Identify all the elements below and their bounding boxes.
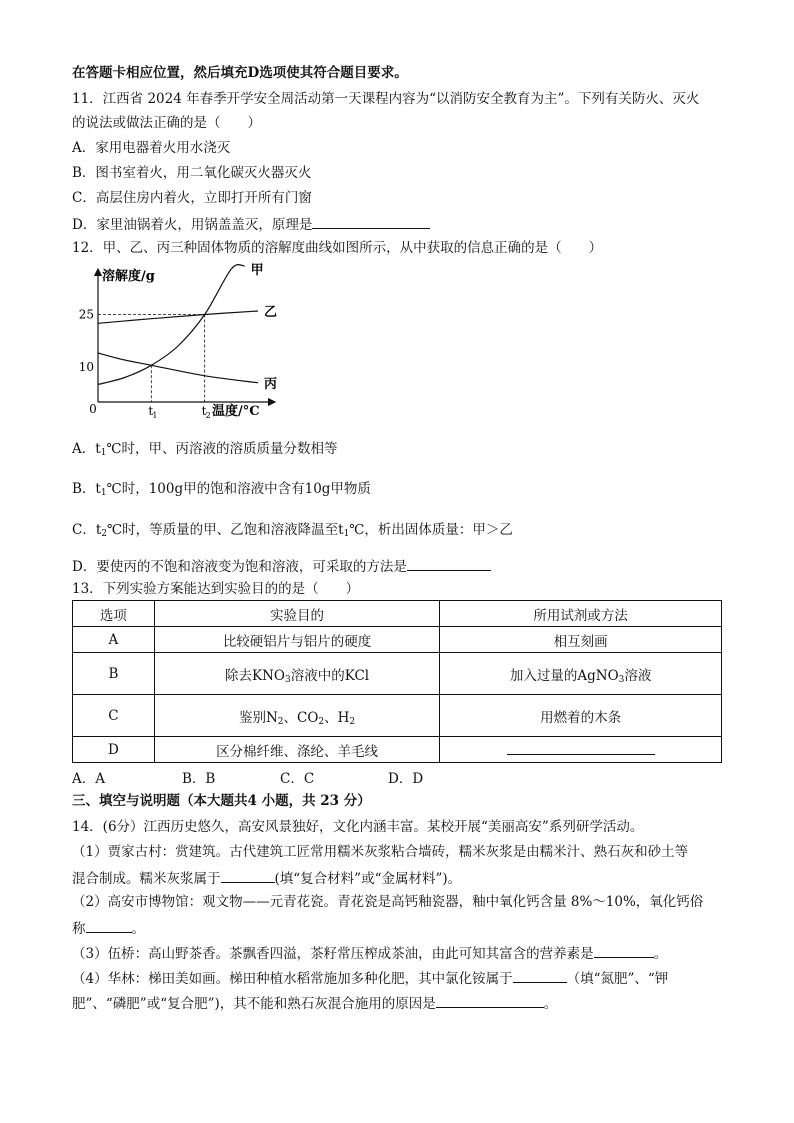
q13-choice-d: D．D xyxy=(388,771,424,787)
q11-stem-line1: 11．江西省 2024 年春季开学安全周活动第一天课程内容为“以消防安全教育为主”。下列有关防火、灭火 xyxy=(72,91,700,107)
x-tick-sub-1: 2 xyxy=(205,411,211,420)
q13-choice-c: C．C xyxy=(280,771,315,787)
q14-part3: （3）伍桥：高山野茶香。茶飘香四溢，茶籽常压榨成茶油，由此可知其富含的营养素是 。 xyxy=(72,943,667,963)
q13-answer-blank[interactable] xyxy=(507,740,655,755)
series-label-0: 甲 xyxy=(250,263,264,278)
x-tick-label-0: t xyxy=(148,404,154,418)
header-method: 所用试剂或方法 xyxy=(440,601,722,627)
table-row-c: C 鉴别$N_2$、$CO_2$、$H_2$ 用燃着的木条 xyxy=(73,695,722,737)
q13-stem: 13．下列实验方案能达到实验目的的是（ ） xyxy=(72,581,360,597)
series-line-1 xyxy=(98,311,258,323)
q11-answer-blank[interactable] xyxy=(312,214,430,229)
q14-part4-blank-1[interactable] xyxy=(513,968,567,983)
q14-part2-line1: （2）高安市博物馆：观文物——元青花瓷。青花瓷是高钙釉瓷器，釉中氧化钙含量 8%～10%，氧化钙俗 xyxy=(72,894,704,910)
q14-part3-blank[interactable] xyxy=(594,943,654,958)
solubility-chart xyxy=(72,262,282,422)
q12-answer-blank[interactable] xyxy=(407,556,491,571)
series-labels xyxy=(251,263,277,392)
t1-symbol: $t_1$ xyxy=(95,481,107,498)
q11-option-b: B．图书室着火，用二氧化碳灭火器灭火 xyxy=(72,165,312,181)
t1-symbol: $t_1$ xyxy=(95,441,107,458)
q12-option-b: B．$t_1℃$时，100g甲的饱和溶液中含有10g甲物质 xyxy=(72,481,371,498)
x-tick-label-1: t xyxy=(201,404,207,418)
y-tick-label-0: 10 xyxy=(78,360,94,374)
x-axis-label: 温度/°C xyxy=(212,404,260,419)
q12-option-a: A．$t_1℃$时，甲、丙溶液的溶质质量分数相等 xyxy=(72,441,338,458)
q11-stem-line2: 的说法或做法正确的是（ ） xyxy=(72,115,261,131)
q14-part4-blank-2[interactable] xyxy=(436,993,544,1008)
section-3-heading: 三、填空与说明题（本大题共4 小题，共 23 分） xyxy=(72,793,371,809)
header-option: 选项 xyxy=(73,601,155,627)
x-tick-sub-0: 1 xyxy=(152,411,158,420)
q14-stem: 14．(6分）江西历史悠久，高安风景独好，文化内涵丰富。某校开展“美丽高安”系列研学活动。 xyxy=(72,819,644,835)
header-goal: 实验目的 xyxy=(154,601,439,627)
q12-option-c: C．$t_2℃$时，等质量的甲、乙饱和溶液降温至$t_1℃$，析出固体质量：甲＞乙 xyxy=(72,522,513,539)
y-axis-label: 溶解度/g xyxy=(102,269,155,284)
table-row-a: A 比较硬铝片与铝片的硬度 相互刻画 xyxy=(73,627,722,653)
q14-part1-line1: （1）贾家古村：赏建筑。古代建筑工匠常用糯米灰浆粘合墙砖，糯米灰浆是由糯米汁、熟石灰和砂土等 xyxy=(72,844,689,860)
q14-part4-line2: 肥”、“磷肥”或“复合肥”)，其不能和熟石灰混合施用的原因是 。 xyxy=(72,993,557,1013)
q12-stem: 12．甲、乙、丙三种固体物质的溶解度曲线如图所示，从中获取的信息正确的是（ ） xyxy=(72,240,603,256)
t2-symbol: $t_2$ xyxy=(95,522,108,539)
q11-option-c: C．高层住房内着火，立即打开所有门窗 xyxy=(72,190,312,206)
guide-lines xyxy=(98,315,205,403)
y-tick-label-1: 25 xyxy=(78,307,94,322)
origin-label: 0 xyxy=(89,402,97,416)
intro-instruction: 在答题卡相应位置，然后填充D选项使其符合题目要求。 xyxy=(72,65,408,81)
table-header-row xyxy=(73,601,722,627)
t1-symbol: $t_1$ xyxy=(338,522,350,539)
q12-option-d: D．要使丙的不饱和溶液变为饱和溶液，可采取的方法是 xyxy=(72,556,491,576)
q13-choice-b: B．B xyxy=(182,771,216,787)
experiment-table xyxy=(72,600,722,763)
q11-option-d xyxy=(72,214,430,234)
table-row-b: B 除去$KNO_3$溶液中的KCl 加入过量的AgNO$_3$溶液 xyxy=(73,653,722,695)
q14-part2-line2: 称 。 xyxy=(72,918,145,938)
q14-part1-blank[interactable] xyxy=(221,868,275,883)
q13-choice-a: A．A xyxy=(72,771,105,787)
series-label-1: 乙 xyxy=(264,305,278,320)
q14-part2-blank[interactable] xyxy=(86,918,132,933)
q11-option-a: A．家用电器着火用水浇灭 xyxy=(72,140,231,156)
q14-part1-line2: 混合制成。糯米灰浆属于 (填“复合材料”或“金属材料”)。 xyxy=(72,868,461,888)
table-row-d: D 区分棉纤维、涤纶、羊毛线 xyxy=(73,737,722,763)
series-label-2: 丙 xyxy=(264,376,278,392)
q14-part4-line1: （4）华林：梯田美如画。梯田种植水稻常施加多种化肥，其中氯化铵属于 （填“氮肥”、“钾 xyxy=(72,968,668,988)
q11-option-d-text: D．家里油锅着火，用锅盖盖灭，原理是 xyxy=(72,217,313,233)
